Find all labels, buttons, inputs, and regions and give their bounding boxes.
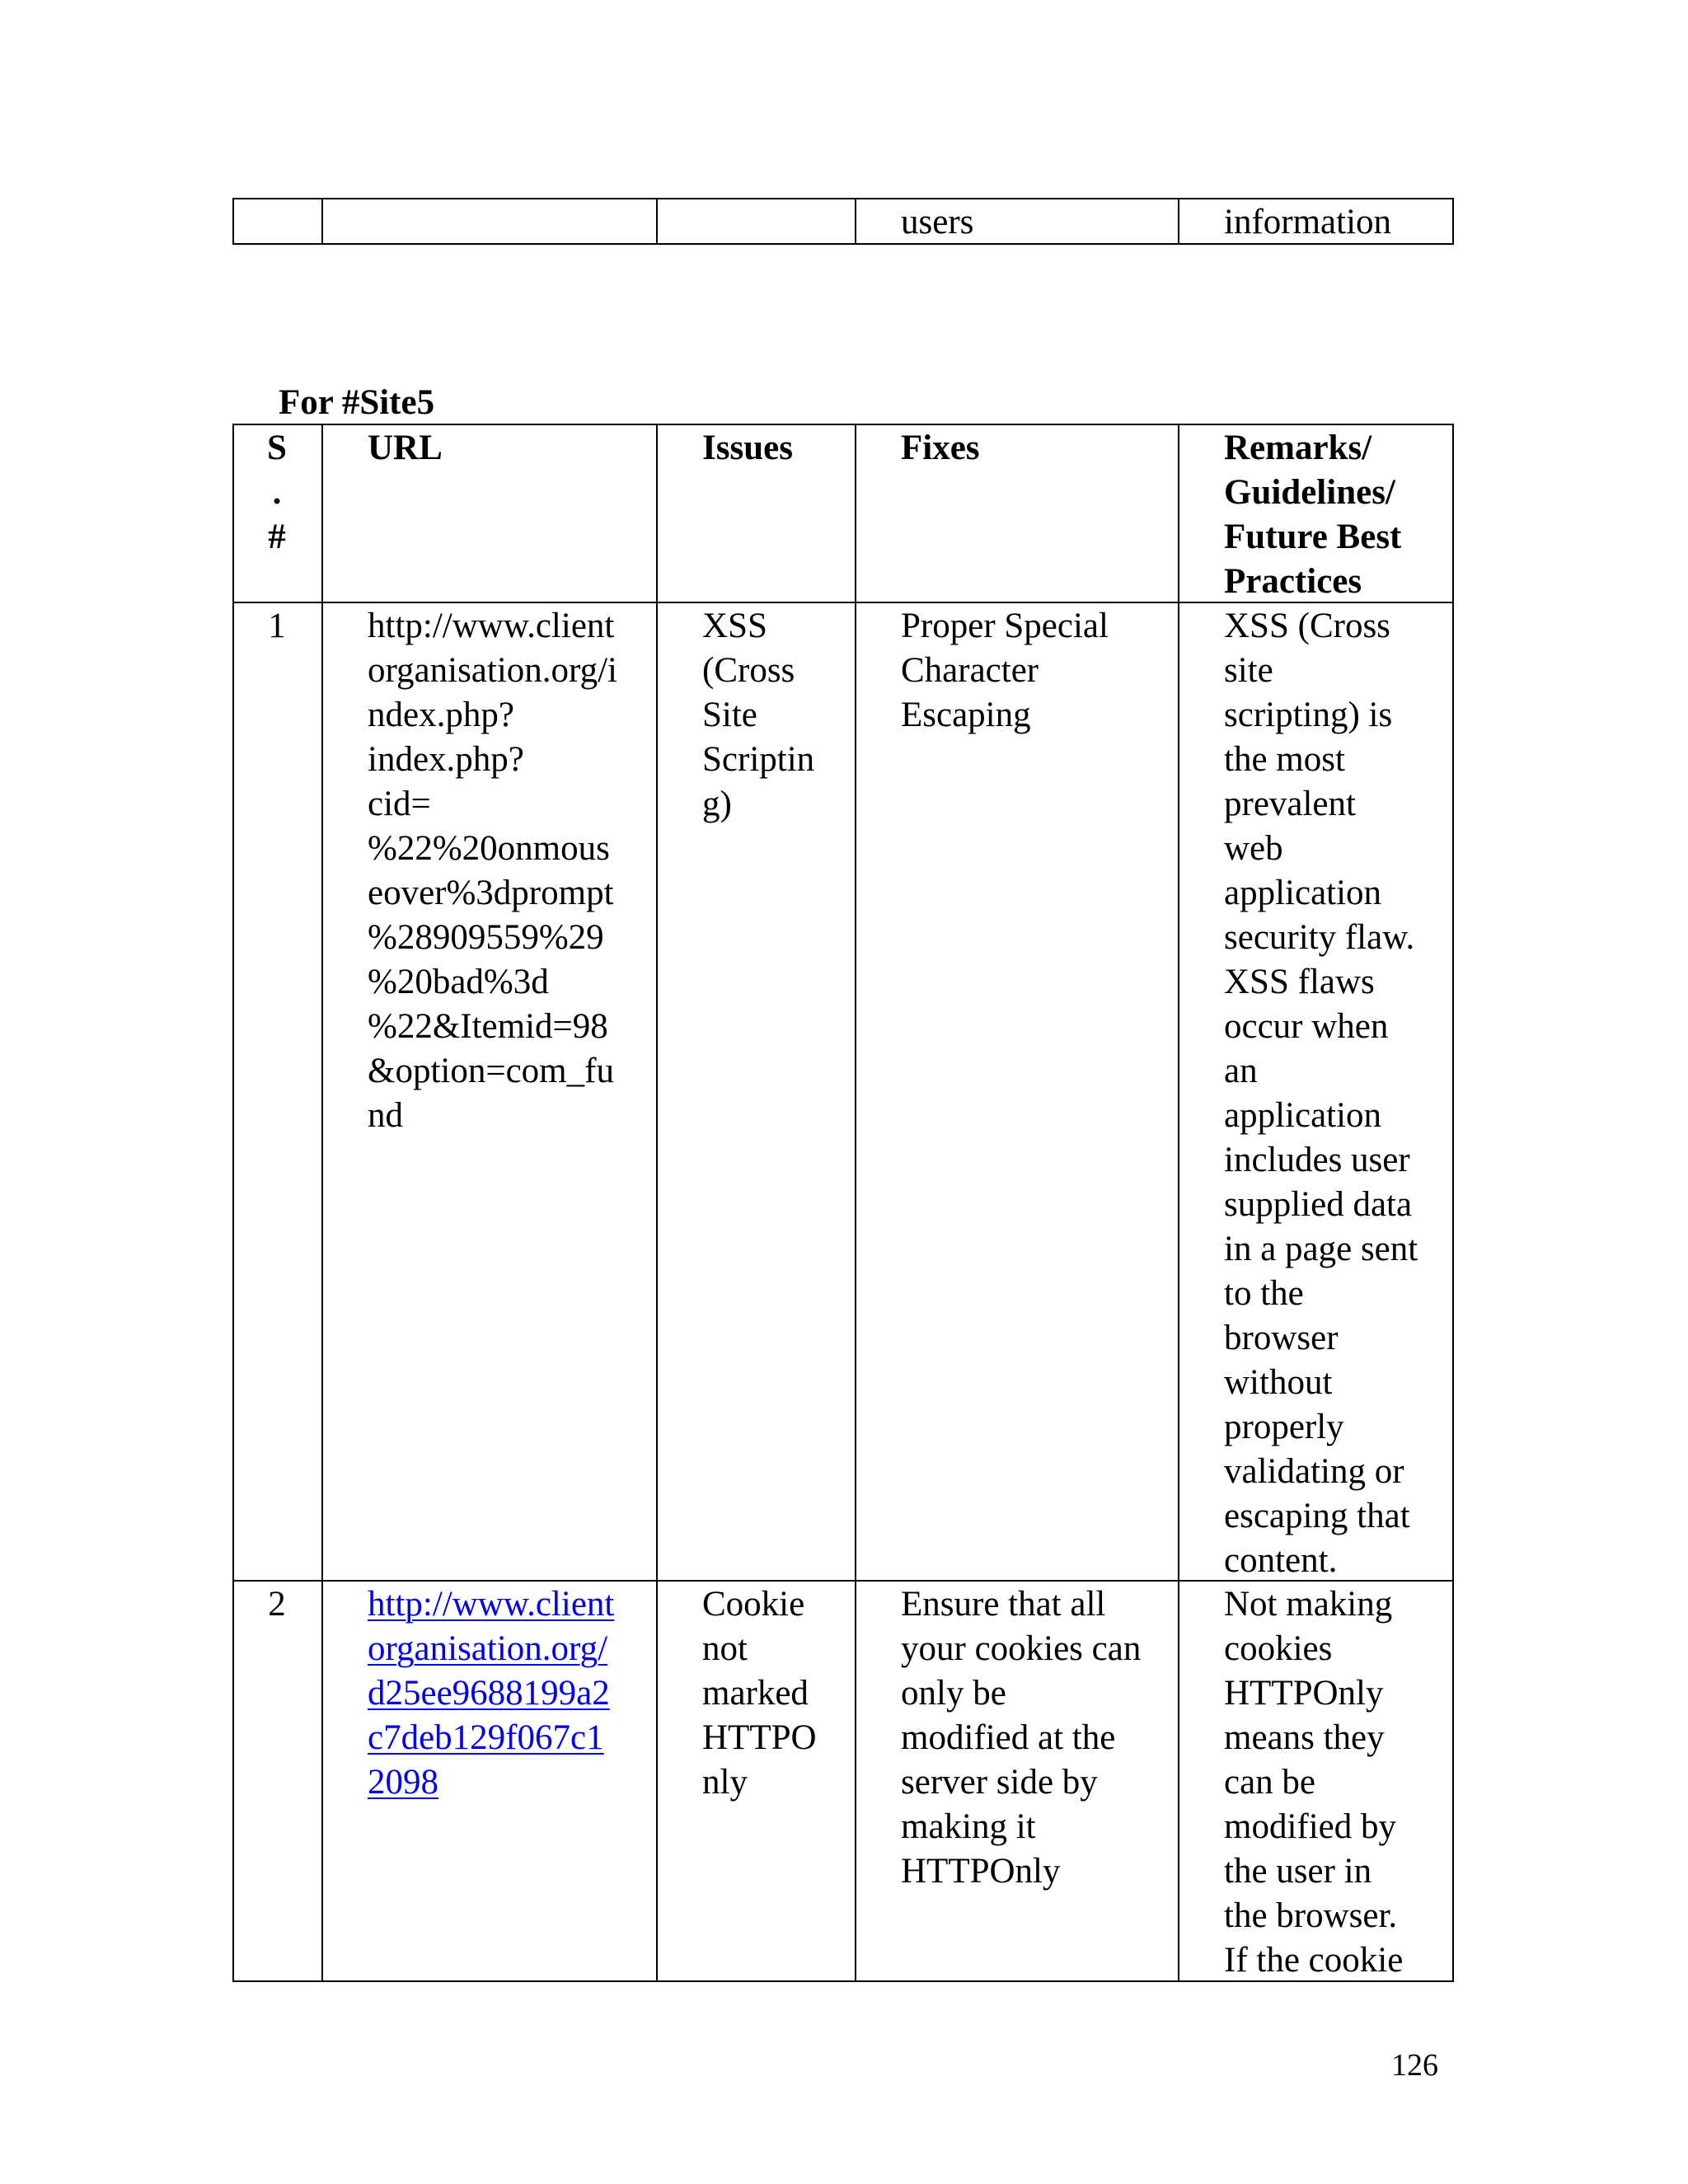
table-column-divider [321, 424, 323, 1982]
row-1-remarks: XSS (Cross site scripting) is the most prevalent web application security flaw. XSS flaws occur when an application includes user supplied data in a page sent to the browser without properly validating or escaping that content. [1224, 607, 1418, 1580]
header-sno: S . # [267, 429, 287, 556]
top-table-cell: information [1224, 203, 1392, 241]
row-2-sno: 2 [268, 1585, 286, 1624]
table-column-divider [656, 424, 658, 1982]
top-table-divider [656, 198, 658, 245]
page-number: 126 [1391, 2048, 1438, 2083]
table-column-divider [232, 424, 234, 1982]
top-table-divider [232, 198, 234, 245]
row-2-fix: Ensure that all your cookies can only be modified at the server side by making it HTTPOnly [901, 1585, 1142, 1891]
row-1-issue: XSS (Cross Site Scriptin g) [702, 607, 815, 823]
section-heading: For #Site5 [279, 383, 435, 422]
row-2-remarks: Not making cookies HTTPOnly means they can be modified by the user in the browser. If the cookie [1224, 1585, 1404, 1980]
row-1-url: http://www.client organisation.org/i ndex.php? index.php? cid= %22%20onmous eover%3dprompt %28909559%29 %20bad%3d %22&Itemid=98 &option=com_fu nd [368, 607, 617, 1135]
row-1-fix: Proper Special Character Escaping [901, 607, 1109, 734]
top-table-divider [1178, 198, 1179, 245]
top-table-cell: users [901, 203, 974, 241]
top-table-divider [321, 198, 323, 245]
table-column-divider [1178, 424, 1179, 1982]
top-table-divider [1452, 198, 1454, 245]
table-border-top [232, 424, 1454, 425]
header-url: URL [368, 429, 443, 467]
row-2-url-link[interactable]: http://www.client organisation.org/ d25ee9688199a2 c7deb129f067c1 2098 [368, 1585, 615, 1802]
header-remarks: Remarks/ Guidelines/ Future Best Practices [1224, 429, 1402, 601]
header-fixes: Fixes [901, 429, 980, 467]
top-table-border-top [232, 198, 1454, 199]
row-1-sno: 1 [268, 607, 286, 645]
header-issues: Issues [702, 429, 793, 467]
row-2-issue: Cookie not marked HTTPO nly [702, 1585, 817, 1802]
top-table-divider [855, 198, 856, 245]
table-column-divider [855, 424, 856, 1982]
table-column-divider [1452, 424, 1454, 1982]
